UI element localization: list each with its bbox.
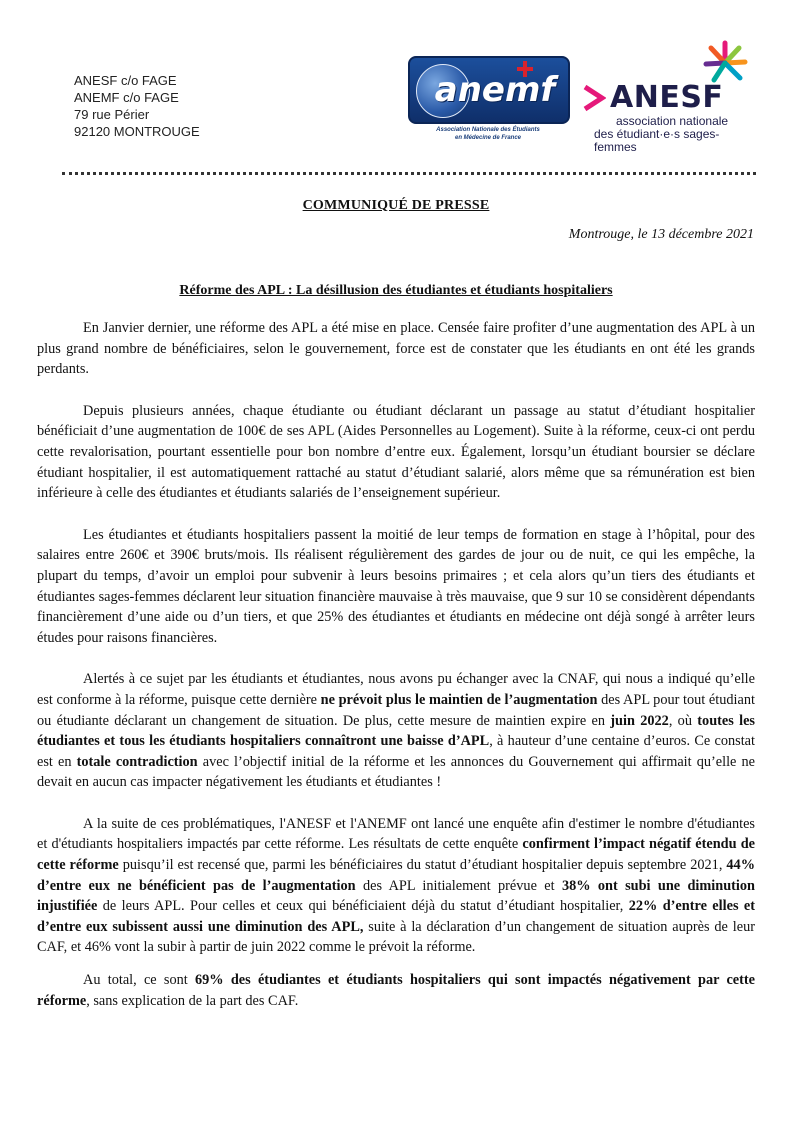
text-run: Alertés à ce sujet par les étudiants et étudiantes, nous avons pu échanger avec la CNAF, qui nous a indiqué qu’elle est conforme à la réforme, puisque cette dernière: [37, 671, 755, 708]
paragraph: [37, 525, 755, 649]
date-line: Montrouge, le 13 décembre 2021: [568, 227, 754, 242]
anesf-logo: [580, 40, 756, 154]
text-run: Au total, ce sont: [83, 972, 195, 989]
address-line: 92120 MONTROUGE: [74, 124, 200, 139]
bold-text-run: 69% des étudiantes et étudiants hospitaliers qui sont impactés négativement par cette réforme: [37, 972, 756, 1009]
paragraph: [37, 318, 755, 380]
anemf-badge: [408, 56, 570, 124]
text-run: de leurs APL. Pour celles et ceux qui bénéficiaient déjà du statut d’étudiant hospitalier,: [97, 898, 629, 915]
paragraph: [37, 401, 755, 504]
body-text: [37, 318, 755, 1032]
bold-text-run: totale contradiction: [76, 753, 198, 770]
text-run: Les étudiantes et étudiants hospitaliers passent la moitié de leur temps de formation en stage à l’hôpital, pour des salaires entre 260€ et 390€ bruts/mois. Ils réalisent régulièrement des gardes de jour ou de nuit, ce qui les empêche, la plupart du temps, d’avoir un emploi pour subvenir à leurs besoins primaires ; et cela alors qu’un tiers des étudiants et étudiantes sages-femmes déclarent leur situation financière mauvaise à très mauvaise, que 9 sur 10 se considèrent dépendants financièrement d’une aide ou d’un tiers, et que 25% des étudiantes et étudiants en médecine ont déjà songé à arrêter leurs études pour raisons financières.: [37, 526, 755, 646]
anemf-logo: [408, 56, 568, 152]
address-line: 79 rue Périer: [74, 107, 150, 122]
dotted-divider: [62, 172, 756, 175]
text-run: A la suite de ces problématiques, l'ANESF et l'ANEMF ont lancé une enquête afin d'estimer le nombre d'étudiantes et d'étudiants hospitaliers impactés par cette réforme. Les résultats de cette enquête: [37, 815, 755, 853]
text-run: suite à la déclaration d’un changement de situation auprès de leur CAF, et 46% vont la subir à partir de juin 2022 comme le prévoit la réforme.: [37, 918, 755, 956]
press-release-title: COMMUNIQUÉ DE PRESSE: [302, 198, 490, 213]
paragraph: [37, 814, 755, 958]
bold-text-run: confirment l’impact négatif étendu de cette réforme: [37, 836, 755, 874]
anemf-wordmark: anemf: [434, 70, 556, 110]
subject-heading: Réforme des APL : La désillusion des étudiantes et étudiants hospitaliers: [179, 283, 613, 298]
anemf-caption-line: Association Nationale des Étudiants: [436, 127, 540, 133]
bold-text-run: toutes les étudiantes et tous les étudiants hospitaliers connaîtront une baisse d’APL: [37, 712, 755, 750]
bold-text-run: 22% d’entre elles et d’entre eux subissent aussi une diminution des APL,: [37, 898, 756, 935]
paragraph: [37, 669, 755, 793]
text-run: En Janvier dernier, une réforme des APL a été mise en place. Censée faire profiter d’une augmentation des APL à un plus grand nombre de bénéficiaires, selon le gouvernement, force est de constater que les étudiants en ont été les grands perdants.: [37, 320, 755, 378]
anesf-subtitle-line: association nationale: [616, 114, 729, 128]
text-run: des APL initialement prévue et: [355, 877, 562, 894]
text-run: avec l’objectif initial de la réforme et les annonces du Gouvernement qui affirmait qu’elle ne devait en aucun cas impacter négativement les étudiants et étudiantes !: [37, 753, 755, 791]
anesf-wordmark: ANESF: [610, 80, 724, 115]
anesf-subtitle-line: des étudiant·e·s sages-femmes: [594, 127, 720, 154]
chevron-right-icon: [582, 84, 606, 112]
address-line: ANESF c/o FAGE: [74, 73, 177, 88]
sender-address: [74, 72, 200, 140]
text-run: Depuis plusieurs années, chaque étudiante ou étudiant déclarant un passage au statut d’étudiant hospitalier bénéficiait d’une augmentation de 100€ de ses APL (Aides Personnelles au Logement). Suite à la réforme, ceux-ci ont perdu cette revalorisation, pourtant essentielle pour bon nombre d’entre eux. Également, lorsqu’un étudiant boursier se déclare étudiant hospitalier, il est automatiquement rattaché au statut d’étudiant salarié, alors même que sa rémunération est bien inférieure à celle des étudiantes et étudiants salariés de l’enseignement supérieur.: [37, 402, 755, 502]
text-run: , à hauteur d’une centaine d’euros. Ce constat est en: [37, 733, 755, 770]
text-run: puisqu’il est recensé que, parmi les bénéficiaires du statut d’étudiant hospitalier depuis septembre 2021,: [118, 857, 727, 874]
text-run: des APL pour tout étudiant ou étudiante déclarant un changement de situation. De plus, cette mesure de maintien expire en: [37, 691, 755, 729]
anesf-subtitle: [594, 115, 754, 154]
address-line: ANEMF c/o FAGE: [74, 90, 179, 105]
anemf-caption-line: en Médecine de France: [454, 135, 522, 141]
anemf-caption: [408, 126, 568, 142]
bold-text-run: 38% ont subi une diminution injustifiée: [37, 877, 755, 915]
bold-text-run: juin 2022: [610, 712, 669, 729]
paragraph: [37, 970, 755, 1011]
text-run: , où: [668, 712, 698, 729]
bold-text-run: ne prévoit plus le maintien de l’augmentation: [320, 691, 598, 708]
text-run: , sans explication de la part des CAF.: [86, 992, 299, 1009]
bold-text-run: 44% d’entre eux ne bénéficient pas de l’augmentation: [37, 857, 755, 894]
